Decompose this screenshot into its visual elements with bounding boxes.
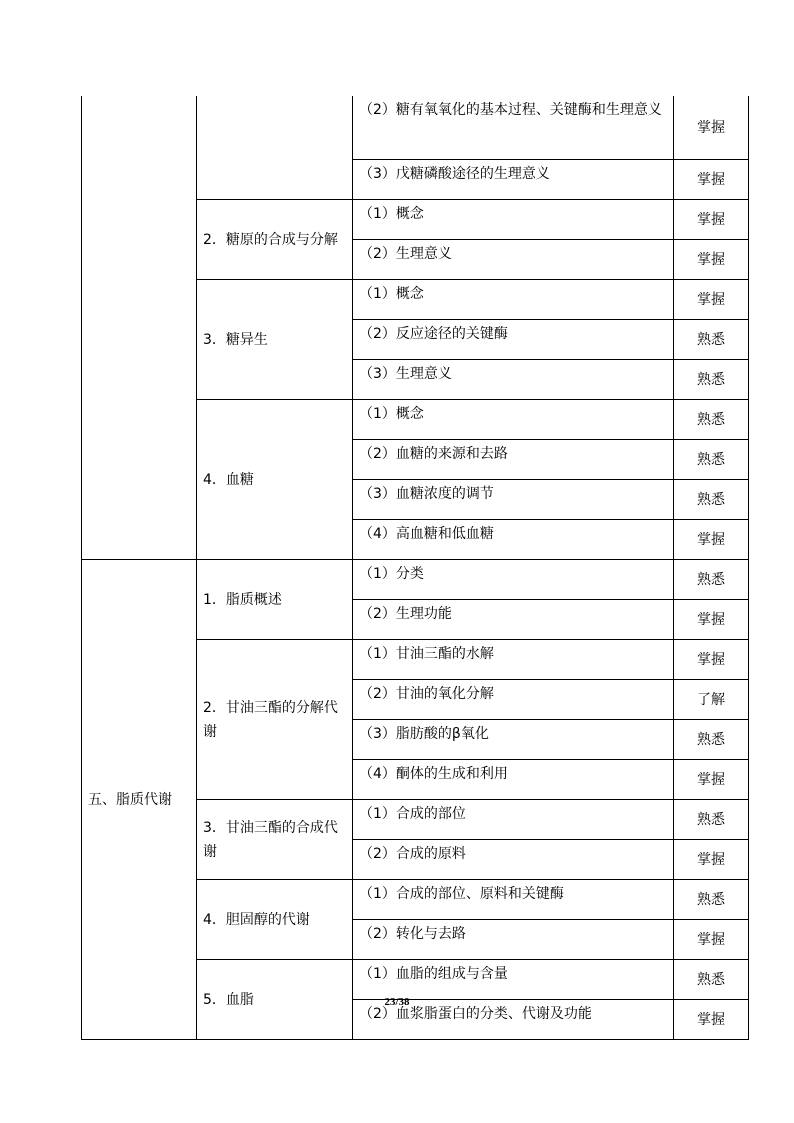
point-cell: （2）糖有氧氧化的基本过程、关键酶和生理意义: [353, 96, 674, 160]
requirement-cell: 掌握: [674, 640, 749, 680]
requirement-cell: 了解: [674, 680, 749, 720]
point-cell: （1）甘油三酯的水解: [353, 640, 674, 680]
topic-cell: 2．甘油三酯的分解代谢: [197, 640, 353, 800]
topic-cell: 1．脂质概述: [197, 560, 353, 640]
point-cell: （1）合成的部位、原料和关键酶: [353, 880, 674, 920]
table-row: [82, 96, 749, 160]
requirement-cell: 掌握: [674, 760, 749, 800]
requirement-cell: 熟悉: [674, 960, 749, 1000]
topic-cell: 2．糖原的合成与分解: [197, 200, 353, 280]
requirement-cell: 熟悉: [674, 800, 749, 840]
point-cell: （2）血浆脂蛋白的分类、代谢及功能: [353, 1000, 674, 1040]
unit-cell-continued: [82, 96, 197, 560]
point-cell: （1）概念: [353, 400, 674, 440]
point-cell: （2）生理意义: [353, 240, 674, 280]
requirement-cell: 掌握: [674, 840, 749, 880]
point-cell: （2）血糖的来源和去路: [353, 440, 674, 480]
point-cell: （3）血糖浓度的调节: [353, 480, 674, 520]
topic-cell: 3．糖异生: [197, 280, 353, 400]
requirement-cell: 熟悉: [674, 880, 749, 920]
page-number: 23/38: [384, 996, 410, 1008]
requirement-cell: 掌握: [674, 920, 749, 960]
unit-cell: 五、脂质代谢: [82, 560, 197, 1040]
point-cell: （2）转化与去路: [353, 920, 674, 960]
requirement-cell: 熟悉: [674, 720, 749, 760]
requirement-cell: 熟悉: [674, 440, 749, 480]
point-cell: （4）酮体的生成和利用: [353, 760, 674, 800]
requirement-cell: 熟悉: [674, 480, 749, 520]
requirement-cell: 熟悉: [674, 320, 749, 360]
point-cell: （3）脂肪酸的β氧化: [353, 720, 674, 760]
requirement-cell: 掌握: [674, 160, 749, 200]
topic-cell: 3．甘油三酯的合成代谢: [197, 800, 353, 880]
topic-cell-continued: [197, 96, 353, 200]
topic-cell: 4．血糖: [197, 400, 353, 560]
requirement-cell: 掌握: [674, 520, 749, 560]
point-cell: （2）反应途径的关键酶: [353, 320, 674, 360]
requirement-cell: 掌握: [674, 1000, 749, 1040]
requirement-cell: 掌握: [674, 200, 749, 240]
table-row: [82, 560, 749, 600]
requirement-cell: 熟悉: [674, 400, 749, 440]
point-cell: （1）分类: [353, 560, 674, 600]
point-cell: （4）高血糖和低血糖: [353, 520, 674, 560]
syllabus-table: [81, 96, 749, 1040]
point-cell: （2）合成的原料: [353, 840, 674, 880]
requirement-cell: 掌握: [674, 240, 749, 280]
point-cell: （1）概念: [353, 280, 674, 320]
point-cell: （2）甘油的氧化分解: [353, 680, 674, 720]
requirement-cell: 掌握: [674, 280, 749, 320]
point-cell: （1）血脂的组成与含量: [353, 960, 674, 1000]
topic-cell: 4．胆固醇的代谢: [197, 880, 353, 960]
point-cell: （1）合成的部位: [353, 800, 674, 840]
requirement-cell: 熟悉: [674, 560, 749, 600]
point-cell: （3）戊糖磷酸途径的生理意义: [353, 160, 674, 200]
requirement-cell: 掌握: [674, 96, 749, 160]
point-cell: （2）生理功能: [353, 600, 674, 640]
requirement-cell: 掌握: [674, 600, 749, 640]
topic-cell: 5．血脂: [197, 960, 353, 1040]
requirement-cell: 熟悉: [674, 360, 749, 400]
point-cell: （1）概念: [353, 200, 674, 240]
point-cell: （3）生理意义: [353, 360, 674, 400]
